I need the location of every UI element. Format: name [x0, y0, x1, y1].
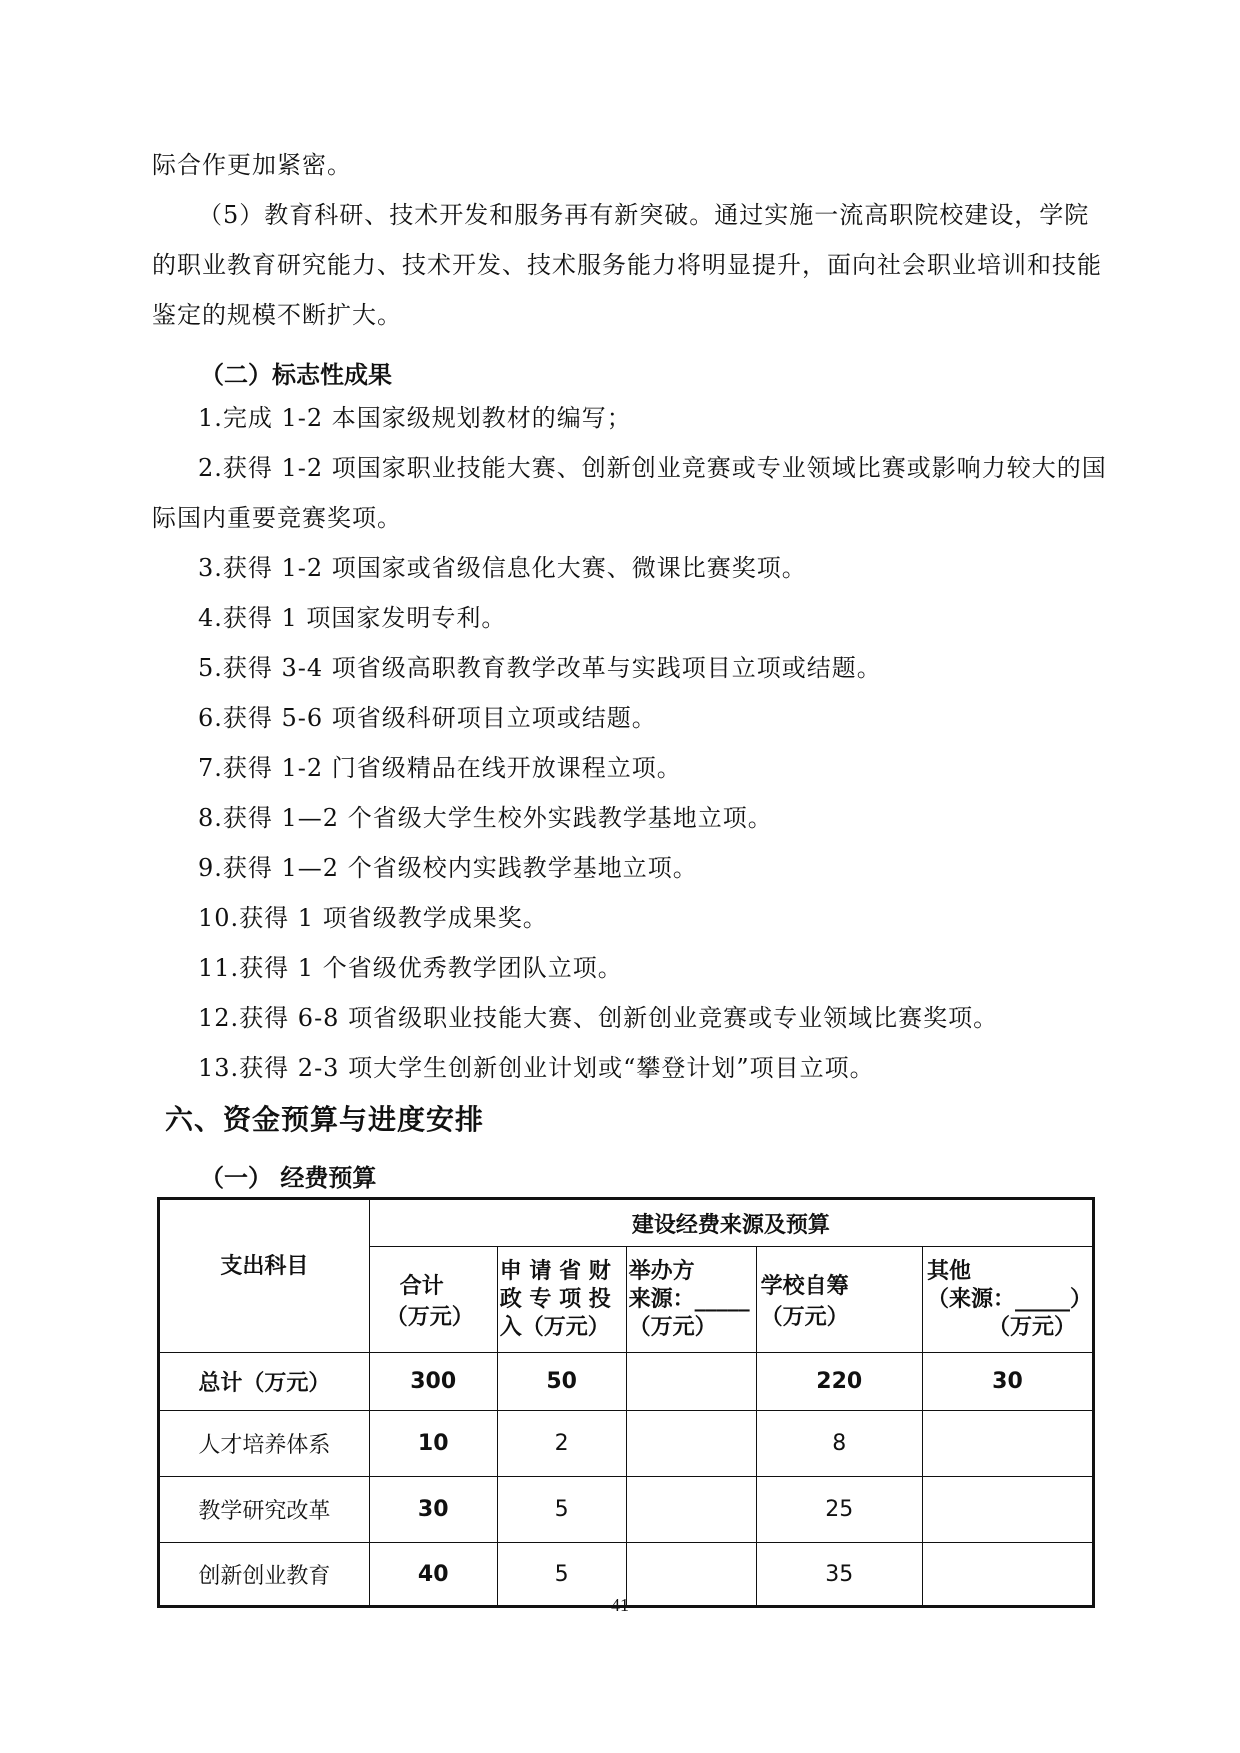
total-cell: 10: [369, 1411, 497, 1477]
header-text: 合计: [399, 1273, 444, 1299]
page-number: 41: [611, 1595, 629, 1615]
gov-cell: 5: [497, 1543, 626, 1607]
gov-cell: 2: [497, 1411, 626, 1477]
table-row: [159, 1411, 1094, 1477]
header-text: 其他: [926, 1258, 971, 1284]
intro-paragraph: [152, 140, 1102, 340]
total-cell: 30: [369, 1477, 497, 1543]
list-item: 7.获得 1-2 门省级精品在线开放课程立项。: [198, 754, 682, 782]
row-label: 创新创业教育: [159, 1543, 370, 1607]
list-item: 8.获得 1—2 个省级大学生校外实践教学基地立项。: [198, 804, 773, 832]
school-cell: 220: [756, 1353, 922, 1411]
header-text: （万元）: [987, 1314, 1076, 1340]
gov-cell: 5: [497, 1477, 626, 1543]
header-text: 申 请 省 财: [499, 1258, 611, 1284]
table-row: [159, 1477, 1094, 1543]
list-item: 12.获得 6-8 项省级职业技能大赛、创新创业竞赛或专业领域比赛奖项。: [198, 1004, 999, 1032]
section-heading: （一） 经费预算: [200, 1164, 377, 1192]
school-cell: 35: [756, 1543, 922, 1607]
sponsor-cell: [626, 1353, 756, 1411]
list-item: 9.获得 1—2 个省级校内实践教学基地立项。: [198, 854, 698, 882]
group-header: 建设经费来源及预算: [369, 1199, 1093, 1247]
list-item: 2.获得 1-2 项国家职业技能大赛、创新创业竞赛或专业领域比赛或影响力较大的国: [198, 454, 1107, 482]
list-item: 1.完成 1-2 本国家级规划教材的编写；: [198, 404, 632, 432]
header-text: 学校自筹: [760, 1273, 849, 1299]
list-item: 11.获得 1 个省级优秀教学团队立项。: [198, 954, 623, 982]
budget-table: [157, 1197, 1095, 1608]
gov-cell: 50: [497, 1353, 626, 1411]
total-cell: 40: [369, 1543, 497, 1607]
other-cell: 30: [922, 1353, 1093, 1411]
school-cell: 8: [756, 1411, 922, 1477]
header-text: （万元）: [760, 1304, 849, 1330]
total-cell: 300: [369, 1353, 497, 1411]
header-school: [756, 1247, 922, 1353]
text-line: 际合作更加紧密。: [152, 151, 352, 179]
row-label: 人才培养体系: [159, 1411, 370, 1477]
header-text: 政 专 项 投: [499, 1286, 611, 1312]
row-label: 教学研究改革: [159, 1477, 370, 1543]
text-line: 鉴定的规模不断扩大。: [152, 301, 402, 329]
list-item: 5.获得 3-4 项省级高职教育教学改革与实践项目立项或结题。: [198, 654, 882, 682]
list-item: 13.获得 2-3 项大学生创新创业计划或“攀登计划”项目立项。: [198, 1054, 875, 1082]
header-other: [922, 1247, 1093, 1353]
section-heading: （二）标志性成果: [200, 361, 392, 389]
header-total: [369, 1247, 497, 1353]
sponsor-cell: [626, 1477, 756, 1543]
chapter-heading: 六、资金预算与进度安排: [165, 1103, 485, 1136]
list-item: 4.获得 1 项国家发明专利。: [198, 604, 507, 632]
header-sponsor: [626, 1247, 756, 1353]
header-text: （来源：_____）: [926, 1286, 1092, 1312]
table-header-row: [159, 1199, 1094, 1247]
list-item: 际国内重要竞赛奖项。: [152, 504, 402, 532]
header-text: 来源：_____: [628, 1286, 750, 1312]
list-item: 10.获得 1 项省级教学成果奖。: [198, 904, 548, 932]
total-label: 总计（万元）: [159, 1353, 370, 1411]
header-text: （万元）: [628, 1314, 717, 1340]
sponsor-cell: [626, 1411, 756, 1477]
outcomes-list: [152, 393, 1107, 1093]
subject-header: 支出科目: [159, 1199, 370, 1353]
total-row: [159, 1353, 1094, 1411]
list-item: 3.获得 1-2 项国家或省级信息化大赛、微课比赛奖项。: [198, 554, 807, 582]
text-line: （5）教育科研、技术开发和服务再有新突破。通过实施一流高职院校建设，学院: [198, 201, 1090, 229]
header-gov: [497, 1247, 626, 1353]
list-item: 6.获得 5-6 项省级科研项目立项或结题。: [198, 704, 657, 732]
header-text: （万元）: [385, 1304, 474, 1330]
header-text: 入（万元）: [499, 1314, 610, 1340]
other-cell: [922, 1477, 1093, 1543]
other-cell: [922, 1411, 1093, 1477]
header-text: 举办方: [628, 1258, 695, 1284]
text-line: 的职业教育研究能力、技术开发、技术服务能力将明显提升，面向社会职业培训和技能: [152, 251, 1102, 279]
school-cell: 25: [756, 1477, 922, 1543]
